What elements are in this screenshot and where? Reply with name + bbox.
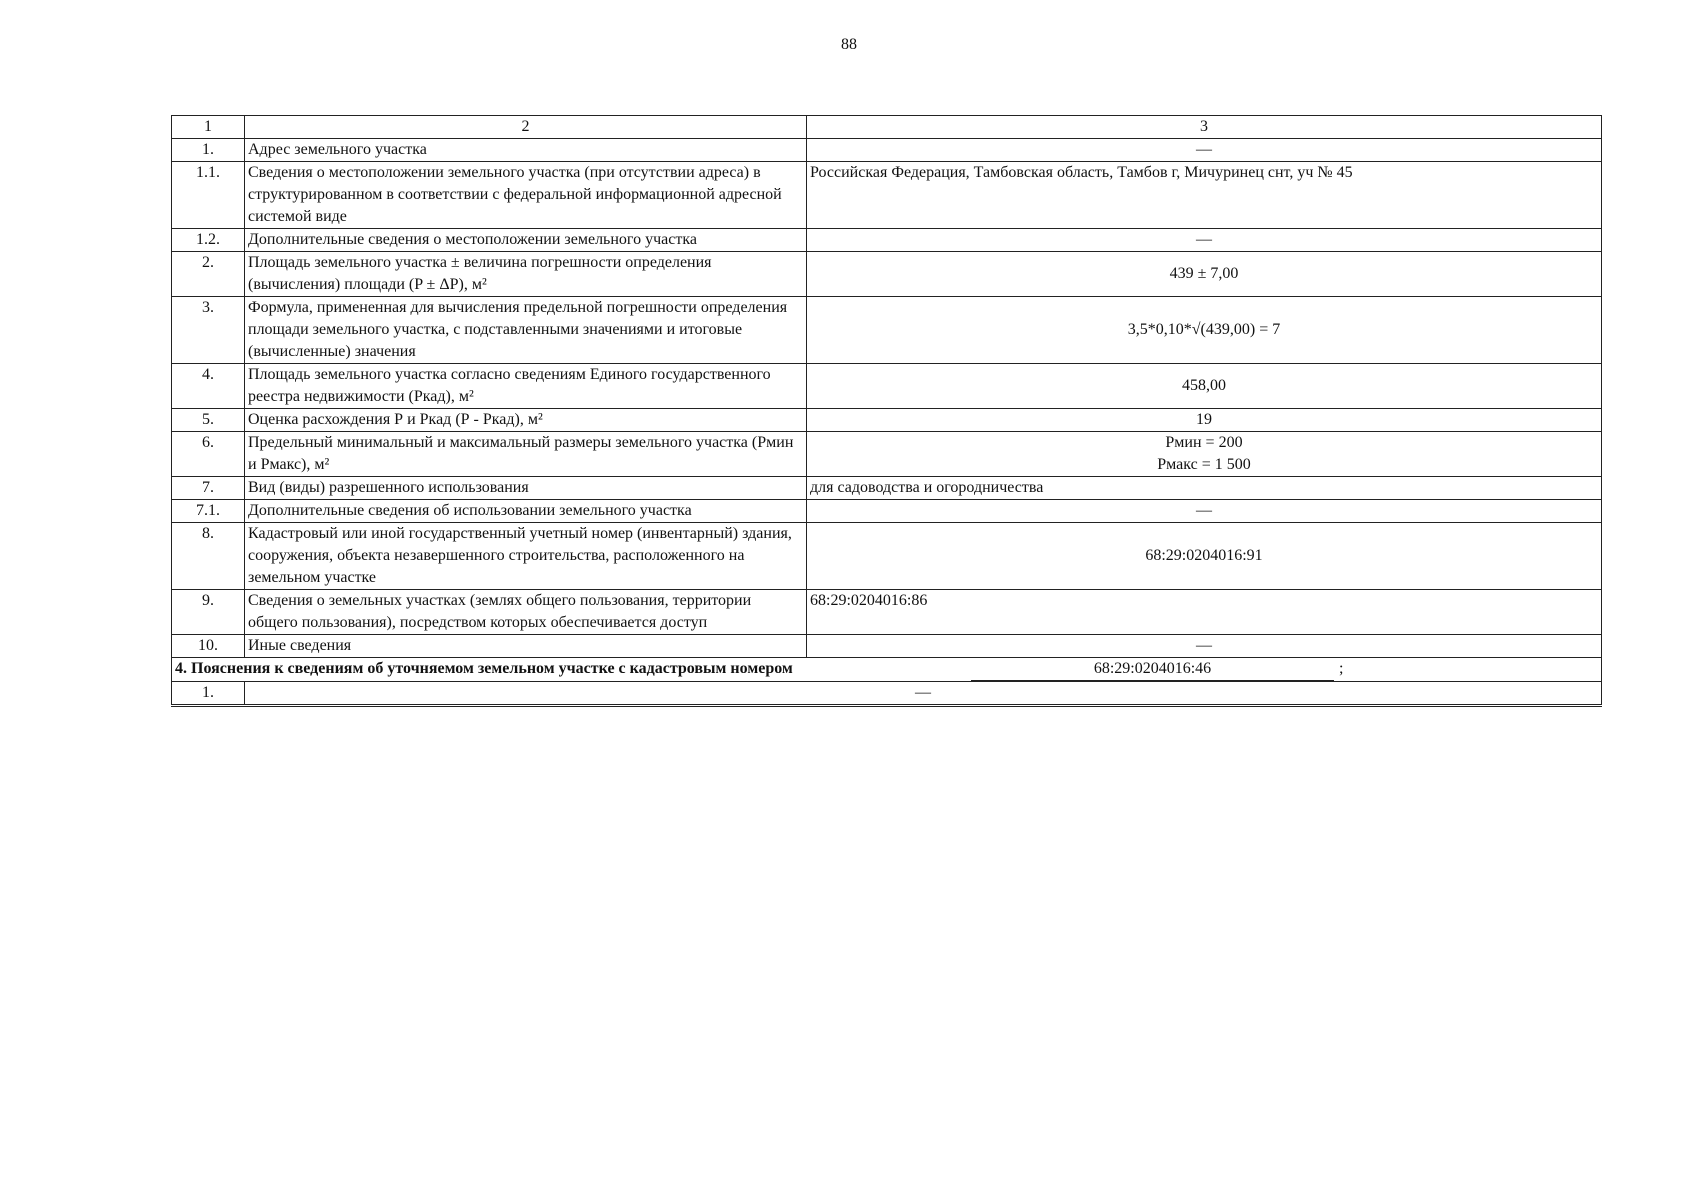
header-col-3: 3: [807, 116, 1602, 139]
table-row: [172, 162, 1602, 229]
table-row: [172, 252, 1602, 297]
header-row: [172, 116, 1602, 139]
row-value: 19: [807, 409, 1602, 432]
section-suffix: ;: [1339, 660, 1344, 677]
row-value: 3,5*0,10*√(439,00) = 7: [807, 297, 1602, 364]
row-number: 1.1.: [172, 162, 245, 229]
row-number: 6.: [172, 432, 245, 477]
row-number: 1.: [172, 682, 245, 706]
land-plot-table: [171, 115, 1602, 707]
page-number: 88: [841, 36, 857, 53]
row-label: Кадастровый или иной государственный учетный номер (инвентарный) здания, сооружения, объекта незавершенного строительства, расположенного на земельном участке: [245, 523, 807, 590]
table-row: [172, 409, 1602, 432]
row-number: 10.: [172, 635, 245, 658]
row-number: 8.: [172, 523, 245, 590]
table-row: [172, 432, 1602, 477]
row-value: —: [807, 500, 1602, 523]
row-value: —: [807, 229, 1602, 252]
table-row: [172, 364, 1602, 409]
row-value: [807, 432, 1602, 477]
table-row: [172, 590, 1602, 635]
row-value: —: [245, 682, 1602, 706]
row-label: Сведения о земельных участках (землях общего пользования, территории общего пользования), посредством которых обеспечивается доступ: [245, 590, 807, 635]
row-number: 5.: [172, 409, 245, 432]
row-value: 458,00: [807, 364, 1602, 409]
row-number: 9.: [172, 590, 245, 635]
max-area-value: Рмакс = 1 500: [1157, 456, 1251, 473]
row-value: 439 ± 7,00: [807, 252, 1602, 297]
row-number: 3.: [172, 297, 245, 364]
row-value: 68:29:0204016:86: [807, 590, 1602, 635]
row-value: —: [807, 139, 1602, 162]
section-header-row: [172, 658, 1602, 682]
row-number: 7.1.: [172, 500, 245, 523]
row-label: Вид (виды) разрешенного использования: [245, 477, 807, 500]
row-value: —: [807, 635, 1602, 658]
table-row: [172, 682, 1602, 706]
row-number: 4.: [172, 364, 245, 409]
row-number: 1.2.: [172, 229, 245, 252]
header-col-2: 2: [245, 116, 807, 139]
section-title: 4. Пояснения к сведениям об уточняемом земельном участке с кадастровым номером: [175, 660, 793, 677]
table-row: [172, 477, 1602, 500]
table-row: [172, 229, 1602, 252]
row-number: 2.: [172, 252, 245, 297]
table-row: [172, 139, 1602, 162]
row-label: Формула, примененная для вычисления предельной погрешности определения площади земельного участка, с подставленными значениями и итоговые (вычисленные) значения: [245, 297, 807, 364]
min-area-value: Рмин = 200: [1165, 434, 1243, 451]
row-label: Площадь земельного участка ± величина погрешности определения (вычисления) площади (P ± ΔP), м²: [245, 252, 807, 297]
row-number: 7.: [172, 477, 245, 500]
table-row: [172, 523, 1602, 590]
row-label: Площадь земельного участка согласно сведениям Единого государственного реестра недвижимости (Ркад), м²: [245, 364, 807, 409]
row-label: Иные сведения: [245, 635, 807, 658]
header-col-1: 1: [172, 116, 245, 139]
row-label: Сведения о местоположении земельного участка (при отсутствии адреса) в структурированном в соответствии с федеральной информационной адресной системой виде: [245, 162, 807, 229]
row-value: для садоводства и огородничества: [807, 477, 1602, 500]
section-cadastral-number: 68:29:0204016:46: [971, 658, 1334, 681]
row-label: Дополнительные сведения о местоположении земельного участка: [245, 229, 807, 252]
table-row: [172, 297, 1602, 364]
section-header-cell: [172, 658, 1602, 682]
row-label: Дополнительные сведения об использовании земельного участка: [245, 500, 807, 523]
row-label: Адрес земельного участка: [245, 139, 807, 162]
table-row: [172, 500, 1602, 523]
row-label: Предельный минимальный и максимальный размеры земельного участка (Рмин и Рмакс), м²: [245, 432, 807, 477]
row-value: Российская Федерация, Тамбовская область, Тамбов г, Мичуринец снт, уч № 45: [807, 162, 1602, 229]
row-value: 68:29:0204016:91: [807, 523, 1602, 590]
row-label: Оценка расхождения Р и Ркад (Р - Ркад), м²: [245, 409, 807, 432]
row-number: 1.: [172, 139, 245, 162]
table-row: [172, 635, 1602, 658]
